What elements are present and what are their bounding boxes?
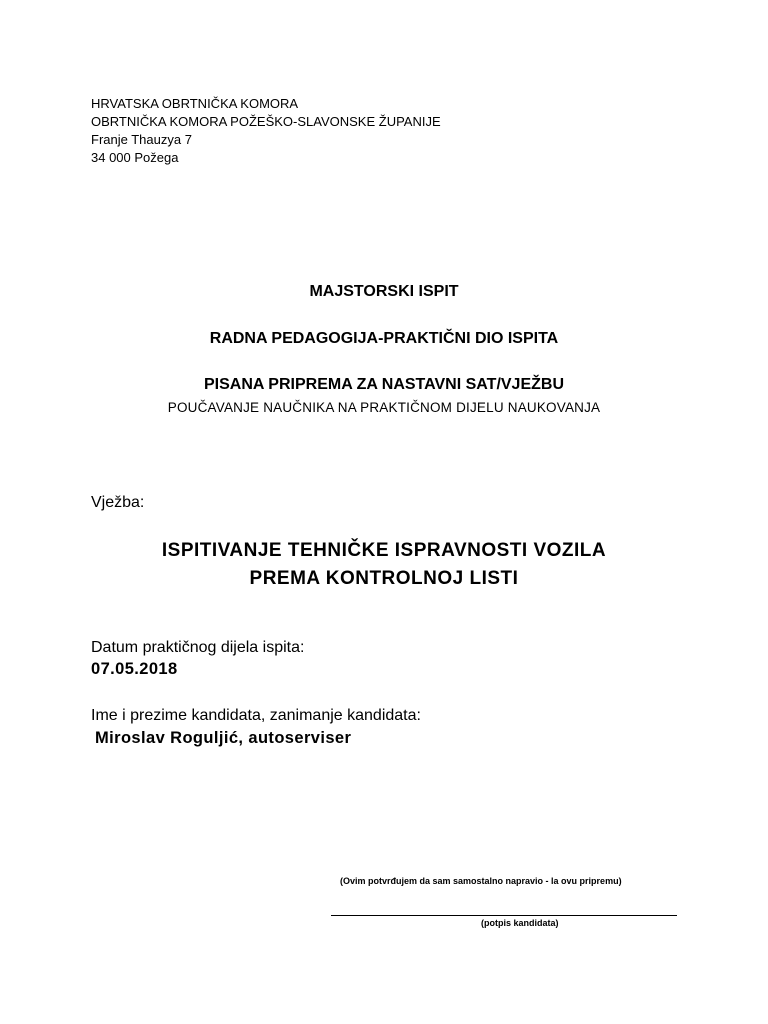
preparation-subtitle: POUČAVANJE NAUČNIKA NA PRAKTIČNOM DIJELU NAUKOVANJA — [167, 400, 601, 415]
preparation-title: PISANA PRIPREMA ZA NASTAVNI SAT/VJEŽBU — [203, 376, 565, 393]
exam-part-title: RADNA PEDAGOGIJA-PRAKTIČNI DIO ISPITA — [209, 330, 559, 347]
header-line-2: OBRTNIČKA KOMORA POŽEŠKO-SLAVONSKE ŽUPANIJE — [91, 114, 441, 129]
header-line-1: HRVATSKA OBRTNIČKA KOMORA — [91, 96, 299, 111]
header-line-4: 34 000 Požega — [91, 150, 179, 165]
header-line-3: Franje Thauzya 7 — [91, 132, 192, 147]
date-label: Datum praktičnog dijela ispita: — [91, 639, 305, 656]
exercise-label: Vježba: — [91, 494, 145, 511]
exam-title: MAJSTORSKI ISPIT — [309, 283, 459, 300]
date-value: 07.05.2018 — [91, 660, 178, 678]
signature-confirmation: (Ovim potvrđujem da sam samostalno napravio - la ovu pripremu) — [340, 876, 622, 886]
candidate-label: Ime i prezime kandidata, zanimanje kandidata: — [91, 707, 421, 724]
candidate-value: Miroslav Roguljić, autoserviser — [95, 729, 352, 747]
signature-line — [331, 915, 677, 916]
signature-caption: (potpis kandidata) — [481, 918, 559, 928]
exercise-title-line-2: PREMA KONTROLNOJ LISTI — [249, 568, 519, 589]
exercise-title-line-1: ISPITIVANJE TEHNIČKE ISPRAVNOSTI VOZILA — [161, 540, 607, 561]
